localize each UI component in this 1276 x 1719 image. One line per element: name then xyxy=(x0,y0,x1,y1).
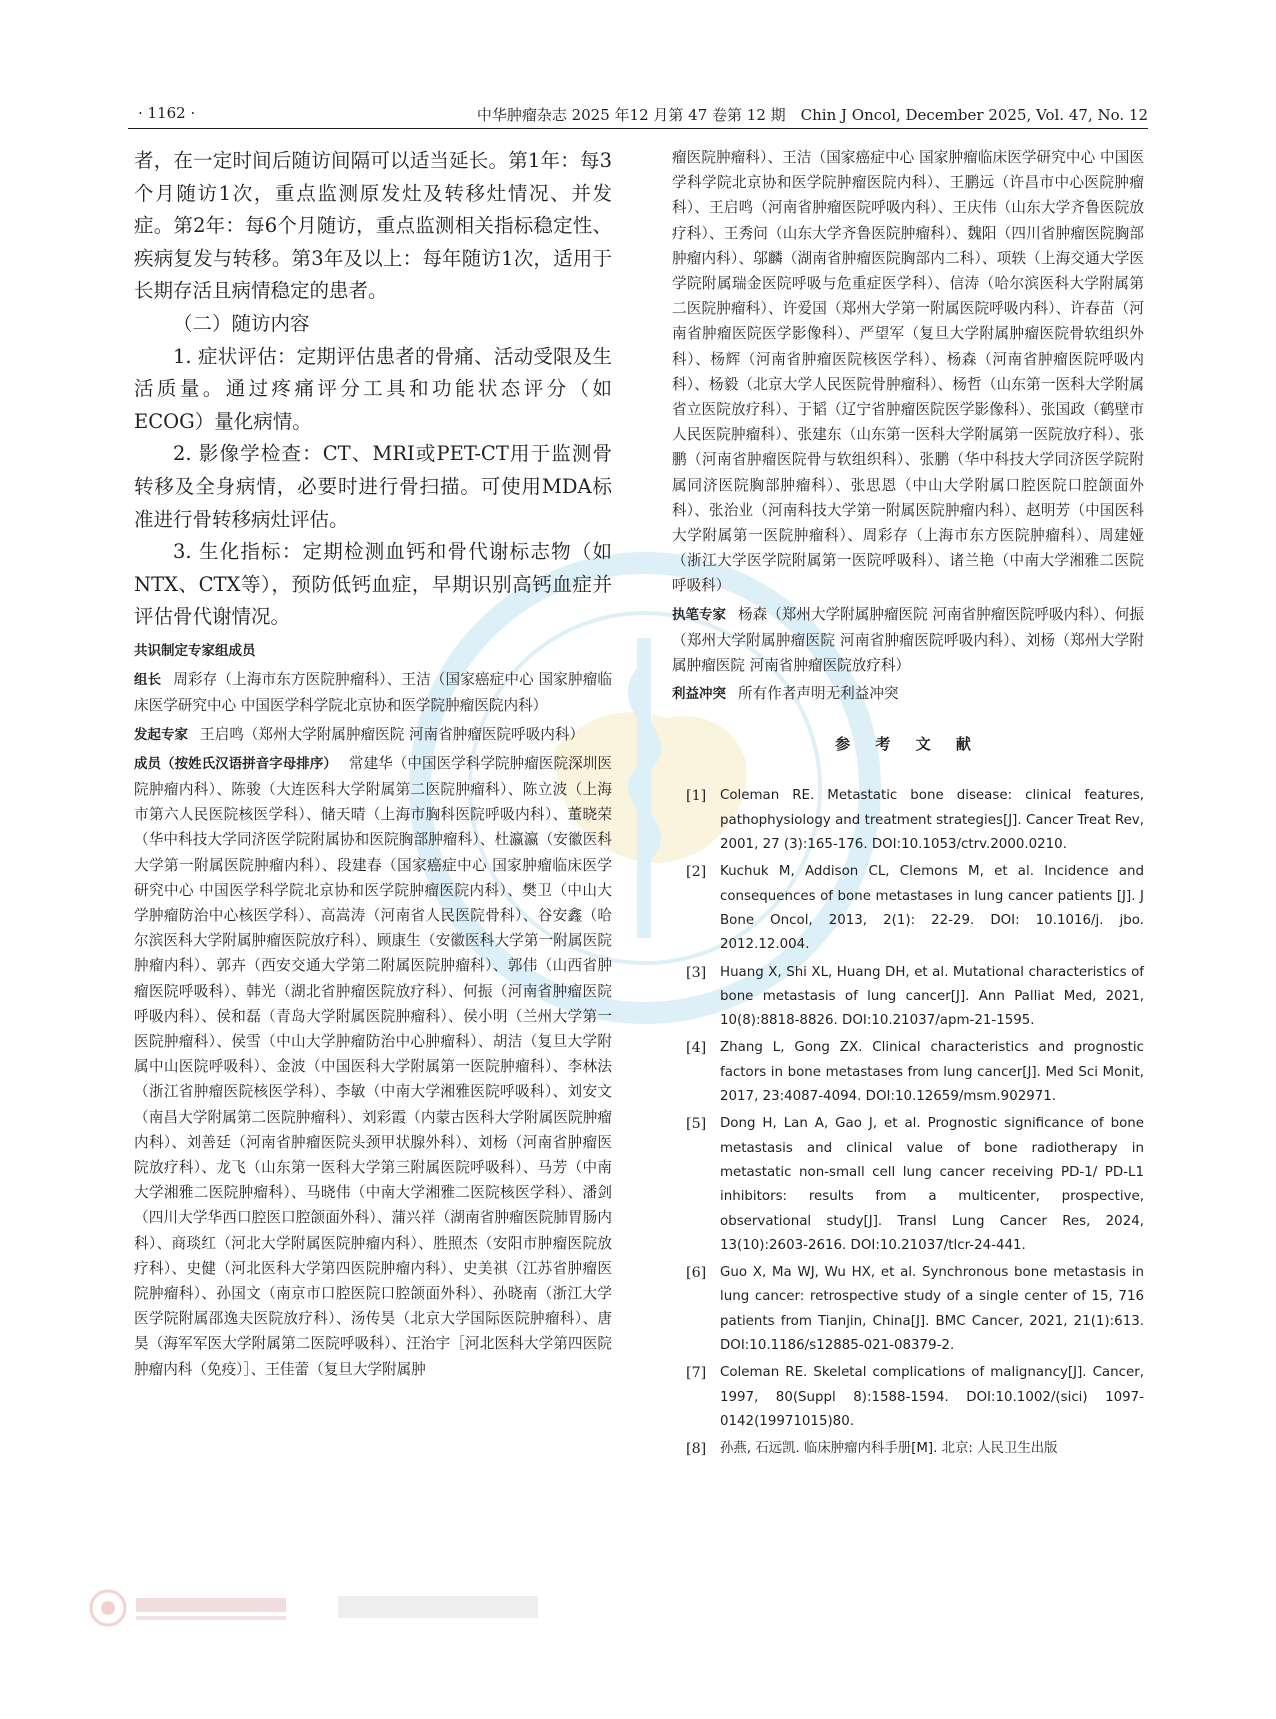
reference-item: [2] Kuchuk M, Addison CL, Clemons M, et al. Incidence and consequences of bone metastases in lung cancer patients [J]. J Bone Oncol, 2013, 2(1): 22-29. DOI: 10.1016/j. jbo. 2012.12.004. xyxy=(686,864,1144,953)
reference-item: [1] Coleman RE. Metastatic bone disease: clinical features, pathophysiology and treatment strategies[J]. Cancer Treat Rev, 2001, 27 (3):165-176. DOI:10.1053/ctrv.2000.0210. xyxy=(686,788,1144,853)
symptom-assessment-item: 1. 症状评估：定期评估患者的骨痛、活动受限及生活质量。通过疼痛评分工具和功能状态评分（如ECOG）量化病情。 xyxy=(134,344,612,433)
group-leader-entry xyxy=(134,667,612,718)
section-heading-followup-content: （二）随访内容 xyxy=(173,311,310,335)
followup-interval-paragraph: 者，在一定时间后随访间隔可以适当延长。第1年：每3个月随访1次，重点监测原发灶及转移灶情况、并发症。第2年：每6个月随访，重点监测相关指标稳定性、疾病复发与转移。第3年及以上：每年随访1次，适用于长期存活且病情稳定的患者。 xyxy=(134,149,612,303)
group-leader-label: 组长 xyxy=(134,672,162,689)
biochemical-item: 3. 生化指标：定期检测血钙和骨代谢标志物（如NTX、CTX等），预防低钙血症，早期识别高钙血症并评估骨代谢情况。 xyxy=(134,540,612,629)
left-column xyxy=(134,145,612,1382)
running-header xyxy=(128,98,1148,129)
page-number: · 1162 · xyxy=(138,104,196,122)
group-leader-text: 周彩存（上海市东方医院肿瘤科）、王洁（国家癌症中心 国家肿瘤临床医学研究中心 中国医学科学院北京协和医学院肿瘤医院内科） xyxy=(134,671,613,715)
journal-citation: 中华肿瘤杂志 2025 年12 月第 47 卷第 12 期 Chin J Oncol, December 2025, Vol. 47, No. 12 xyxy=(476,106,1148,124)
reference-item: [4] Zhang L, Gong ZX. Clinical characteristics and prognostic factors in bone metastases from lung cancer[J]. Med Sci Monit, 2017, 23:4087-4094. DOI:10.12659/msm.902971. xyxy=(686,1040,1144,1105)
coi-text: 所有作者声明无利益冲突 xyxy=(738,685,899,703)
writers-text: 杨森（郑州大学附属肿瘤医院 河南省肿瘤医院呼吸内科）、何振（郑州大学附属肿瘤医院 河南省肿瘤医院呼吸内科）、刘杨（郑州大学附属肿瘤医院 河南省肿瘤医院放疗科） xyxy=(672,605,1145,675)
experts-heading: 共识制定专家组成员 xyxy=(134,642,256,659)
right-column xyxy=(672,145,1144,1464)
members-entry xyxy=(134,751,612,1382)
publisher-watermark xyxy=(88,1588,588,1628)
initiator-label: 发起专家 xyxy=(134,726,188,743)
writers-entry xyxy=(672,602,1144,679)
reference-item: [7] Coleman RE. Skeletal complications of malignancy[J]. Cancer, 1997, 80(Suppl 8):1588-1594. DOI:10.1002/(sici) 1097-0142(19971015)80. xyxy=(686,1365,1144,1429)
reference-item: [8] 孙燕, 石远凯. 临床肿瘤内科手册[M]. 北京: 人民卫生出版 xyxy=(686,1441,1058,1458)
initiator-entry xyxy=(134,722,612,748)
imaging-item: 2. 影像学检查：CT、MRI或PET-CT用于监测骨转移及全身病情，必要时进行骨扫描。可使用MDA标准进行骨转移病灶评估。 xyxy=(134,442,612,531)
reference-item: [3] Huang X, Shi XL, Huang DH, et al. Mutational characteristics of bone metastasis of lung cancer[J]. Ann Palliat Med, 2021, 10(8):8818-8826. DOI:10.21037/apm-21-1595. xyxy=(686,964,1144,1029)
members-text: 常建华（中国医学科学院肿瘤医院深圳医院肿瘤内科）、陈骏（大连医科大学附属第二医院肿瘤科）、陈立波（上海市第六人民医院核医学科）、储天晴（上海市胸科医院呼吸内科）、董晓荣（华中科技大学同济医学院附属协和医院胸部肿瘤科）、杜瀛瀛（安徽医科大学第一附属医院肿瘤内科）、段建春（国家癌症中心 国家肿瘤临床医学研究中心 中国医学科学院北京协和医学院肿瘤医院内科）、樊卫（中山大学肿瘤防治中心核医学科）、高嵩涛（河南省人民医院骨科）、谷安鑫（哈尔滨医科大学附属肿瘤医院放疗科）、顾康生（安徽医科大学第一附属医院肿瘤内科）、郭卉（西安交通大学第二附属医院肿瘤科）、郭伟（山西省肿瘤医院呼吸科）、韩光（湖北省肿瘤医院放疗科）、何振（河南省肿瘤医院呼吸内科）、侯和磊（青岛大学附属医院肿瘤科）、侯小明（兰州大学第一医院肿瘤科）、侯雪（中山大学肿瘤防治中心肿瘤科）、胡洁（复旦大学附属中山医院呼吸科）、金波（中国医科大学附属第一医院肿瘤科）、李林法（浙江省肿瘤医院核医学科）、李敏（中南大学湘雅医院呼吸科）、刘安文（南昌大学附属第二医院肿瘤科）、刘彩霞（内蒙古医科大学附属医院肿瘤内科）、刘善廷（河南省肿瘤医院头颈甲状腺外科）、刘杨（河南省肿瘤医院放疗科）、龙飞（山东第一医科大学第三附属医院呼吸科）、马芳（中南大学湘雅二医院肿瘤科）、马晓伟（中南大学湘雅二医院核医学科）、潘剑（四川大学华西口腔医口腔颌面外科）、蒲兴祥（湖南省肿瘤医院肺胃肠内科）、商琰红（河北大学附属医院肿瘤内科）、胜照杰（安阳市肿瘤医院放疗科）、史健（河北医科大学第四医院肿瘤内科）、史美祺（江苏省肿瘤医院肿瘤科）、孙国文（南京市口腔医院口腔颌面外科）、孙晓南（浙江大学医学院附属邵逸夫医院放疗科）、汤传昊（北京大学国际医院肿瘤科）、唐昊（海军军医大学附属第二医院呼吸科）、汪治宇［河北医科大学第四医院肿瘤内科（免疫）］、王佳蕾（复旦大学附属肿 xyxy=(134,754,612,1378)
members-continued: 瘤医院肿瘤科）、王洁（国家癌症中心 国家肿瘤临床医学研究中心 中国医学科学院北京协和医学院肿瘤医院内科）、王鹏远（许昌市中心医院肿瘤科）、王启鸣（河南省肿瘤医院呼吸内科）、王庆伟（山东大学齐鲁医院放疗科）、王秀问（山东大学齐鲁医院肿瘤科）、魏阳（四川省肿瘤医院胸部肿瘤内科）、邬麟（湖南省肿瘤医院胸部内二科）、项轶（上海交通大学医学院附属瑞金医院呼吸与危重症医学科）、信涛（哈尔滨医科大学附属第二医院肿瘤科）、许爱国（郑州大学第一附属医院呼吸内科）、许春苗（河南省肿瘤医院医学影像科）、严望军（复旦大学附属肿瘤医院骨软组织外科）、杨辉（河南省肿瘤医院核医学科）、杨森（河南省肿瘤医院呼吸内科）、杨毅（北京大学人民医院骨肿瘤科）、杨哲（山东第一医科大学附属省立医院放疗科）、于韬（辽宁省肿瘤医院医学影像科）、张国政（鹤壁市人民医院肿瘤科）、张建东（山东第一医科大学附属第一医院放疗科）、张鹏（河南省肿瘤医院骨与软组织科）、张鹏（华中科技大学同济医学院附属同济医院胸部肿瘤科）、张思恩（中山大学附属口腔医院口腔颌面外科）、张治业（河南科技大学第一附属医院肿瘤内科）、赵明芳（中国医科大学附属第一医院肿瘤科）、周彩存（上海市东方医院肿瘤科）、周建娅（浙江大学医学院附属第一医院呼吸科）、诸兰艳（中南大学湘雅二医院呼吸科） xyxy=(672,149,1144,595)
reference-item: [5] Dong H, Lan A, Gao J, et al. Prognostic significance of bone metastasis and clinical value of bone radiotherapy in metastatic non-small cell lung cancer receiving PD-1/ PD-L1 inhibitors: results from a multicenter, prospective, observational study[J]. Transl Lung Cancer Res, 2024, 13(10):2603-2616. DOI:10.21037/tlcr-24-441. xyxy=(686,1116,1144,1253)
members-label: 成员（按姓氏汉语拼音字母排序） xyxy=(134,755,337,772)
reference-list xyxy=(672,784,1144,1461)
reference-item: [6] Guo X, Ma WJ, Wu HX, et al. Synchronous bone metastasis in lung cancer: retrospective study of a single center of 15, 716 patients from Tianjin, China[J]. BMC Cancer, 2021, 21(1):613. DOI:10.1186/s12885-021-08379-2. xyxy=(686,1265,1144,1353)
initiator-text: 王启鸣（郑州大学附属肿瘤医院 河南省肿瘤医院呼吸内科） xyxy=(200,725,585,743)
references-title: 参 考 文 献 xyxy=(835,735,981,754)
writers-label: 执笔专家 xyxy=(672,606,727,623)
coi-label: 利益冲突 xyxy=(672,686,726,703)
conflict-of-interest-entry xyxy=(672,681,1144,707)
